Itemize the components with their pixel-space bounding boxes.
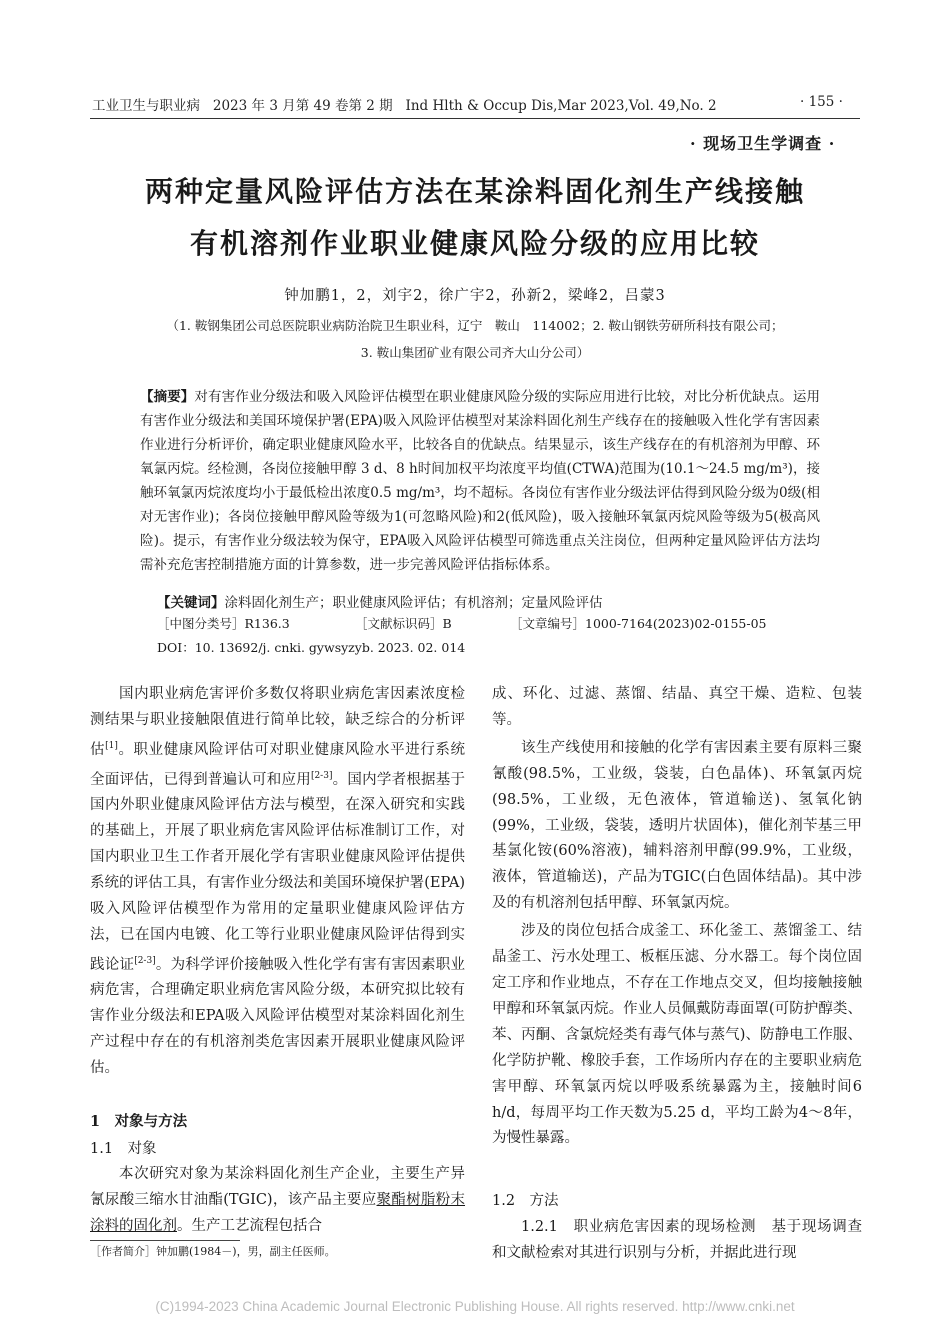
- heading-objects: 1.1 对象: [90, 1141, 157, 1157]
- right-column: [492, 682, 862, 1152]
- clc-value: R136.3: [244, 616, 290, 631]
- header-rule: [90, 118, 860, 119]
- abstract: [140, 385, 820, 577]
- keywords-label: 【关键词】: [157, 595, 225, 611]
- affiliation-line-1: （1. 鞍钢集团公司总医院职业病防治院卫生职业科，辽宁 鞍山 114002；2. 鞍山钢铁劳研所科技有限公司；: [166, 318, 784, 333]
- objects-text-underlined: 聚酯树脂粉末涂料的固化剂: [90, 1191, 466, 1234]
- citation-2: [2-3]: [310, 770, 333, 781]
- citation-3: [2-3]: [134, 955, 156, 966]
- chemicals-paragraph: 该生产线使用和接触的化学有害因素主要有原料三聚氰酸(98.5%，工业级，袋装，白色晶体)、环氧氯丙烷(98.5%，工业级，无色液体，管道输送)、氢氧化钠(99%，工业级，袋装，透明片状固体)，催化剂苄基三甲基氯化铵(60%溶液)，辅料溶剂甲醇(99.9%，工业级，液体，管道输送)，产品为TGIC(白色固体结晶)。其中涉及的有机溶剂包括甲醇、环氧氯丙烷。: [492, 739, 862, 912]
- article-value: 1000-7164(2023)02-0155-05: [585, 616, 767, 631]
- page-number: · 155 ·: [800, 94, 843, 110]
- intro-text-2: 。职业健康风险评估可对职业健康风险水平进行系统全面评估，已得到普遍认可和应用: [90, 741, 465, 788]
- title-line-2: 有机溶剂作业职业健康风险分级的应用比较: [189, 227, 760, 260]
- doc-value: B: [442, 616, 452, 631]
- keywords: [157, 591, 837, 611]
- journal-name-cn: 工业卫生与职业病: [92, 98, 200, 114]
- abstract-text: 对有害作业分级法和吸入风险评估模型在职业健康风险分级的实际应用进行比较，对比分析优缺点。运用有害作业分级法和美国环境保护署(EPA)吸入风险评估模型对某涂料固化剂生产线存在的接触吸入性化学有害因素作业进行分析评价，确定职业健康风险水平，比较各自的优缺点。结果显示，该生产线存在的有机溶剂为甲醇、环氧氯丙烷。经检测，各岗位接触甲醇 3 d、8 h时间加权平均浓度平均值(CTWA)范围为(10.1～24.5 mg/m³)，接触环氧氯丙烷浓度均小于最低检出浓度0.5 mg/m³，均不超标。各岗位有害作业分级法评估得到风险分级为0级(相对无害作业)；各岗位接触甲醇风险等级为1(可忽略风险)和2(低风险)，吸入接触环氧氯丙烷风险等级为5(极高风险)。提示，有害作业分级法较为保守，EPA吸入风险评估模型可筛选重点关注岗位，但两种定量风险评估方法均需补充危害控制措施方面的计算参数，进一步完善风险评估指标体系。: [140, 389, 821, 573]
- authors: 钟加鹏1，2，刘宇2，徐广宇2，孙新2，梁峰2，吕蒙3: [284, 288, 666, 304]
- citation-1: [1]: [105, 740, 118, 751]
- section-tag: · 现场卫生学调查 ·: [690, 134, 836, 153]
- author-footnote: ［作者简介］钟加鹏(1984－)，男，副主任医师。: [90, 1245, 336, 1258]
- title-line-1: 两种定量风险评估方法在某涂料固化剂生产线接触: [144, 175, 805, 208]
- continued-paragraph: 成、环化、过滤、蒸馏、结晶、真空干燥、造粒、包装等。: [492, 686, 862, 728]
- intro-text-1: 国内职业病危害评价多数仅将职业病危害因素浓度检测结果与职业接触限值进行简单比较，缺乏综合的分析评估: [90, 686, 465, 758]
- affiliation-line-2: 3. 鞍山集团矿业有限公司齐大山分公司）: [360, 345, 590, 360]
- intro-text-3: 。国内学者根据基于国内外职业健康风险评估方法与模型，在深入研究和实践的基础上，开展了职业病危害风险评估标准制订工作，对国内职业卫生工作者开展化学有害职业健康风险评估提供系统的评估工具，有害作业分级法和美国环境保护署(EPA)吸入风险评估模型作为常用的定量职业健康风险评估方法，已在国内电镀、化工等行业职业健康风险评估得到实践论证: [90, 771, 466, 973]
- heading-objects-methods: 1 对象与方法: [90, 1113, 188, 1130]
- copyright-footer: (C)1994-2023 China Academic Journal Electronic Publishing House. All rights reserved. http://www.cnki.net: [155, 1299, 795, 1314]
- doi: DOI：10. 13692/j. cnki. gywsyzyb. 2023. 02. 014: [157, 640, 466, 655]
- running-header: [92, 94, 717, 114]
- posts-paragraph: 涉及的岗位包括合成釜工、环化釜工、蒸馏釜工、结晶釜工、污水处理工、板框压滤、分水器工。每个岗位固定工序和作业地点，不存在工作地点交叉，但均接触接触甲醇和环氧氯丙烷。作业人员佩戴防毒面罩(可防护醇类、苯、丙酮、含氯烷烃类有毒气体与蒸气)、防静电工作服、化学防护靴、橡胶手套，工作场所内存在的主要职业病危害甲醇、环氧氯丙烷以呼吸系统暴露为主，接触时间6 h/d，每周平均工作天数为5.25 d，平均工龄为4～8年，为慢性暴露。: [492, 923, 862, 1147]
- doc-label: ［文献标识码］: [355, 616, 443, 631]
- clc-label: ［中图分类号］: [157, 616, 245, 631]
- objects-text-1: 本次研究对象为某涂料固化剂生产企业，主要生产异氰尿酸三缩水甘油酯(TGIC)，该产品主要应: [90, 1166, 465, 1208]
- methods-text: 1.2.1 职业病危害因素的现场检测 基于现场调查和文献检索对其进行识别与分析，并据此进行现: [492, 1219, 862, 1261]
- issue-cn: 2023 年 3 月第 49 卷第 2 期: [212, 98, 393, 114]
- intro-paragraph: [90, 682, 465, 1082]
- journal-name-en: Ind Hlth & Occup Dis,Mar 2023,Vol. 49,No. 2: [405, 98, 717, 114]
- intro-text-4: 。为科学评价接触吸入性化学有害有害因素职业病危害，合理确定职业病危害风险分级，本研究拟比较有害作业分级法和EPA吸入风险评估模型对某涂料固化剂生产过程中存在的有机溶剂类危害因素开展职业健康风险评估。: [90, 956, 466, 1077]
- objects-paragraph: [90, 1162, 465, 1240]
- abstract-label: 【摘要】: [140, 389, 195, 405]
- heading-methods: 1.2 方法: [492, 1193, 559, 1209]
- article-label: ［文章编号］: [510, 616, 586, 631]
- clc-number: [157, 614, 290, 632]
- methods-paragraph: [492, 1215, 862, 1267]
- article-number: [510, 614, 767, 632]
- objects-text-2: 。生产工艺流程包括合: [177, 1217, 322, 1234]
- footnote-rule: [90, 1240, 240, 1241]
- document-code: [355, 614, 452, 632]
- keywords-text: 涂料固化剂生产；职业健康风险评估；有机溶剂；定量风险评估: [224, 595, 603, 611]
